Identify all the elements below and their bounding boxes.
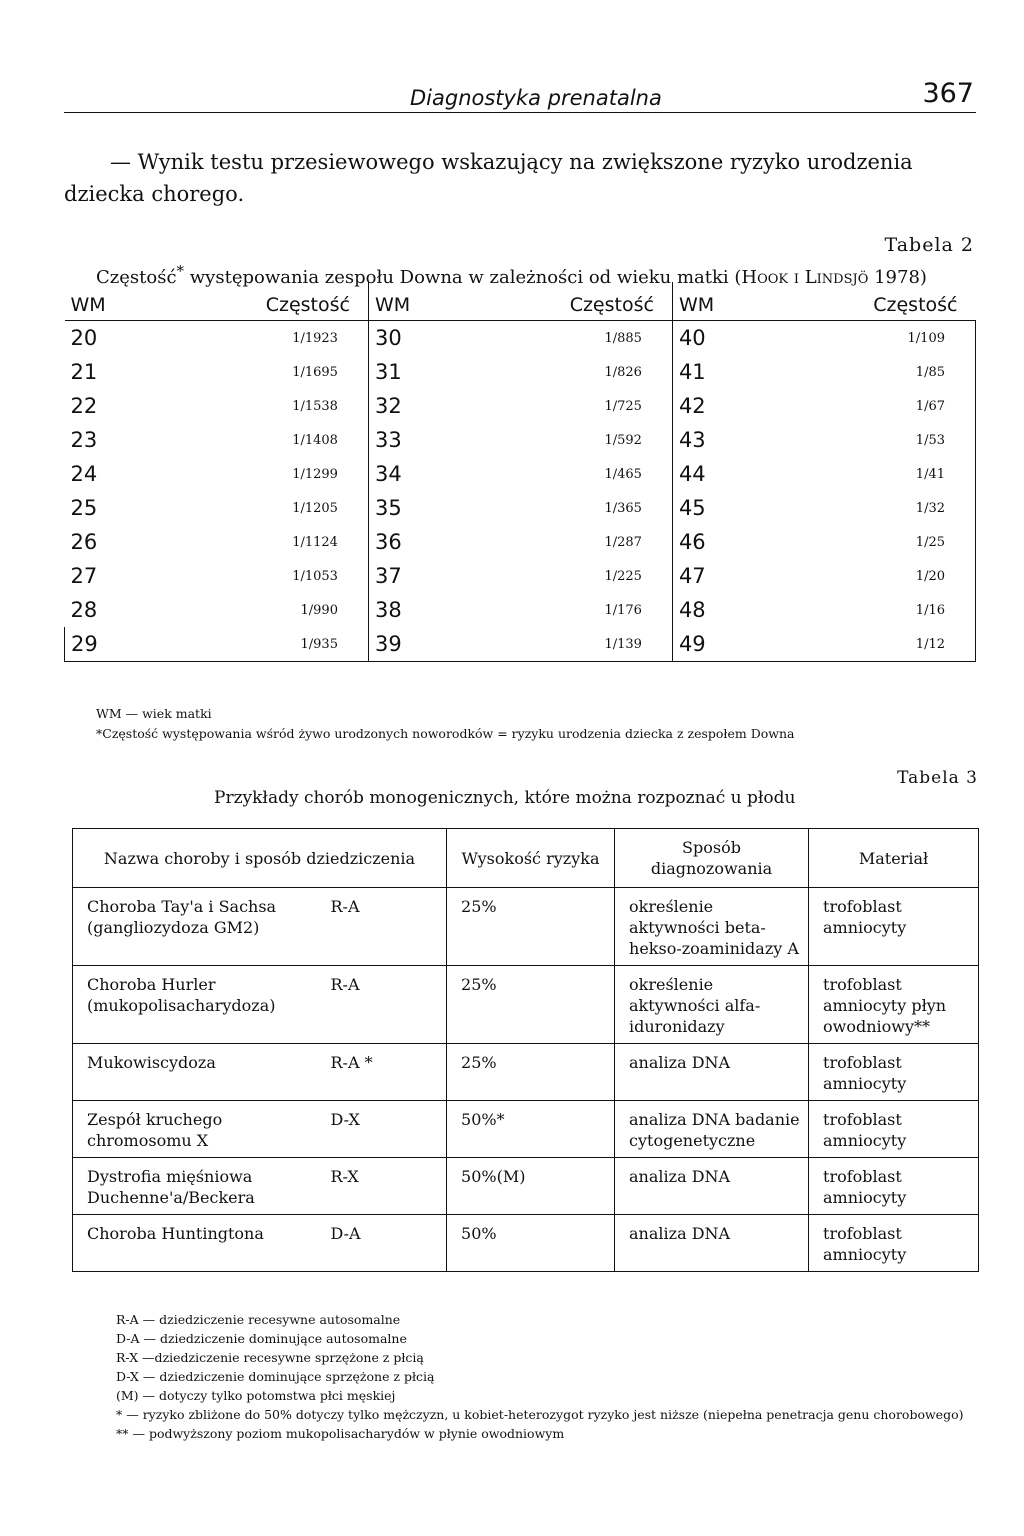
frequency-cell: 1/1408: [292, 432, 338, 448]
age-cell: 23: [70, 428, 98, 452]
material-cell: trofoblast amniocyty: [809, 1215, 979, 1272]
frequency-cell: 1/176: [604, 602, 642, 618]
risk-cell: 25%: [447, 1044, 615, 1101]
material-cell: trofoblast amniocyty: [809, 1101, 979, 1158]
age-cell: 46: [672, 525, 775, 559]
age-cell: 41: [672, 355, 775, 389]
frequency-cell: 1/20: [775, 559, 976, 593]
table2-label: Tabela 2: [884, 234, 974, 256]
disease-name-cell: Choroba Tay'a i Sachsa (gangliozydoza GM2): [73, 888, 327, 966]
table3-caption: Przykłady chorób monogenicznych, które można rozpoznać u płodu: [214, 788, 796, 808]
age-cell: 37: [368, 559, 471, 593]
disease-name-cell: Mukowiscydoza: [73, 1044, 327, 1101]
column-header: Częstość: [167, 282, 368, 321]
age-cell: 49: [672, 627, 775, 662]
inheritance-cell: R-A: [327, 966, 447, 1044]
table3-label: Tabela 3: [897, 768, 978, 788]
age-cell: 21: [70, 360, 98, 384]
table-row: [65, 593, 976, 627]
age-cell: 36: [368, 525, 471, 559]
age-cell: 38: [368, 593, 471, 627]
column-header: Sposób diagnozowania: [615, 829, 809, 888]
column-header: Częstość: [471, 282, 672, 321]
table3-header-row: [73, 829, 979, 888]
table-row: [73, 1101, 979, 1158]
diagnosis-method-cell: analiza DNA: [615, 1044, 809, 1101]
table3-note: R-X —dziedziczenie recesywne sprzężone z płcią: [116, 1350, 424, 1365]
frequency-cell: 1/12: [775, 627, 976, 662]
frequency-cell: 1/465: [604, 466, 642, 482]
frequency-cell: 1/1538: [292, 398, 338, 414]
table2-notes: [96, 704, 794, 744]
table3-monogenic-diseases: [72, 828, 979, 1272]
running-title: Diagnostyka prenatalna: [410, 86, 662, 110]
column-header: Wysokość ryzyka: [447, 829, 615, 888]
inheritance-cell: D-A: [327, 1215, 447, 1272]
table-row: [73, 888, 979, 966]
column-header: Częstość: [775, 282, 976, 321]
intro-text: [64, 146, 984, 210]
age-cell: 35: [368, 491, 471, 525]
material-cell: trofoblast amniocyty płyn owodniowy**: [809, 966, 979, 1044]
inheritance-cell: R-A: [327, 888, 447, 966]
age-cell: 44: [672, 457, 775, 491]
frequency-cell: 1/1053: [292, 568, 338, 584]
diagnosis-method-cell: określenie aktywności beta-hekso-zoaminidazy A: [615, 888, 809, 966]
age-cell: 39: [368, 627, 471, 662]
frequency-cell: 1/1205: [292, 500, 338, 516]
table3-note: * — ryzyko zbliżone do 50% dotyczy tylko mężczyzn, u kobiet-heterozygot ryzyko jest niższe (niepełna penetracja genu chorobowego): [116, 1407, 964, 1422]
age-cell: 26: [70, 530, 98, 554]
disease-name-cell: Dystrofia mięśniowa Duchenne'a/Beckera: [73, 1158, 327, 1215]
table2-note: *Częstość występowania wśród żywo urodzonych noworodków = ryzyku urodzenia dziecka z zespołem Downa: [96, 726, 795, 741]
table2-header-row: [65, 282, 976, 321]
frequency-cell: 1/592: [604, 432, 642, 448]
age-cell: 47: [672, 559, 775, 593]
age-cell: 48: [672, 593, 775, 627]
disease-name-cell: Choroba Hurler (mukopolisacharydoza): [73, 966, 327, 1044]
column-header: Materiał: [809, 829, 979, 888]
page-number: 367: [922, 78, 974, 109]
table3-note: R-A — dziedziczenie recesywne autosomalne: [116, 1312, 401, 1327]
risk-cell: 50%*: [447, 1101, 615, 1158]
frequency-cell: 1/885: [604, 330, 642, 346]
risk-cell: 50%: [447, 1215, 615, 1272]
table2-body: [65, 321, 976, 662]
running-header: [64, 76, 976, 113]
frequency-cell: 1/1695: [292, 364, 338, 380]
table-row: [65, 389, 976, 423]
risk-cell: 25%: [447, 966, 615, 1044]
table-row: [65, 457, 976, 491]
age-cell: 43: [672, 423, 775, 457]
age-cell: 28: [70, 598, 98, 622]
frequency-cell: 1/139: [471, 627, 672, 662]
disease-name-cell: Zespół kruchego chromosomu X: [73, 1101, 327, 1158]
table3-body: [73, 888, 979, 1272]
table-row: [65, 423, 976, 457]
risk-cell: 25%: [447, 888, 615, 966]
table-row: [65, 627, 976, 662]
frequency-cell: 1/725: [604, 398, 642, 414]
frequency-cell: 1/287: [604, 534, 642, 550]
frequency-cell: 1/85: [775, 355, 976, 389]
frequency-cell: 1/935: [167, 627, 368, 662]
frequency-cell: 1/32: [775, 491, 976, 525]
column-header: WM: [65, 282, 168, 321]
risk-cell: 50%(M): [447, 1158, 615, 1215]
diagnosis-method-cell: analiza DNA: [615, 1158, 809, 1215]
diagnosis-method-cell: analiza DNA: [615, 1215, 809, 1272]
table2-down-syndrome-frequency: [64, 282, 976, 662]
age-cell: 25: [70, 496, 98, 520]
age-cell: 27: [70, 564, 98, 588]
table2-authors: Hook i Lindsjö: [741, 267, 869, 288]
frequency-cell: 1/826: [604, 364, 642, 380]
diagnosis-method-cell: analiza DNA badanie cytogenetyczne: [615, 1101, 809, 1158]
disease-name-cell: Choroba Huntingtona: [73, 1215, 327, 1272]
inheritance-cell: R-A *: [327, 1044, 447, 1101]
age-cell: 42: [672, 389, 775, 423]
frequency-cell: 1/365: [604, 500, 642, 516]
frequency-cell: 1/1923: [292, 330, 338, 346]
table-row: [73, 1215, 979, 1272]
age-cell: 30: [368, 321, 471, 356]
table3-notes: [116, 1310, 966, 1443]
frequency-cell: 1/225: [604, 568, 642, 584]
frequency-cell: 1/67: [775, 389, 976, 423]
material-cell: trofoblast amniocyty: [809, 888, 979, 966]
age-cell: 34: [368, 457, 471, 491]
table-row: [73, 966, 979, 1044]
age-cell: 31: [368, 355, 471, 389]
frequency-cell: 1/53: [775, 423, 976, 457]
column-header: WM: [672, 282, 775, 321]
frequency-cell: 1/1124: [292, 534, 338, 550]
table3-note: (M) — dotyczy tylko potomstwa płci męskiej: [116, 1388, 396, 1403]
table-row: [65, 525, 976, 559]
table-row: [73, 1044, 979, 1101]
age-cell: 33: [368, 423, 471, 457]
table-row: [73, 1158, 979, 1215]
material-cell: trofoblast amniocyty: [809, 1044, 979, 1101]
table3-note: ** — podwyższony poziom mukopolisacharydów w płynie owodniowym: [116, 1426, 565, 1441]
age-cell: 20: [70, 326, 98, 350]
intro-line-2: dziecka chorego.: [64, 182, 245, 206]
table-row: [65, 321, 976, 356]
frequency-cell: 1/16: [775, 593, 976, 627]
age-cell: 45: [672, 491, 775, 525]
material-cell: trofoblast amniocyty: [809, 1158, 979, 1215]
frequency-cell: 1/25: [775, 525, 976, 559]
table2-note: WM — wiek matki: [96, 706, 212, 721]
frequency-cell: 1/990: [300, 602, 338, 618]
diagnosis-method-cell: określenie aktywności alfa-iduronidazy: [615, 966, 809, 1044]
table-row: [65, 355, 976, 389]
intro-line-1: — Wynik testu przesiewowego wskazujący na zwiększone ryzyko urodzenia: [110, 150, 913, 174]
age-cell: 29: [65, 627, 168, 662]
table-row: [65, 491, 976, 525]
age-cell: 22: [70, 394, 98, 418]
age-cell: 40: [672, 321, 775, 356]
age-cell: 32: [368, 389, 471, 423]
age-cell: 24: [70, 462, 98, 486]
table-row: [65, 559, 976, 593]
frequency-cell: 1/109: [775, 321, 976, 356]
column-header: Nazwa choroby i sposób dziedziczenia: [73, 829, 447, 888]
table3-note: D-X — dziedziczenie dominujące sprzężone z płcią: [116, 1369, 435, 1384]
frequency-cell: 1/1299: [292, 466, 338, 482]
column-header: WM: [368, 282, 471, 321]
inheritance-cell: D-X: [327, 1101, 447, 1158]
table3-note: D-A — dziedziczenie dominujące autosomalne: [116, 1331, 407, 1346]
table2-caption: Częstość* występowania zespołu Downa w zależności od wieku matki (Hook i Lindsjö 1978): [96, 262, 927, 288]
frequency-cell: 1/41: [775, 457, 976, 491]
inheritance-cell: R-X: [327, 1158, 447, 1215]
